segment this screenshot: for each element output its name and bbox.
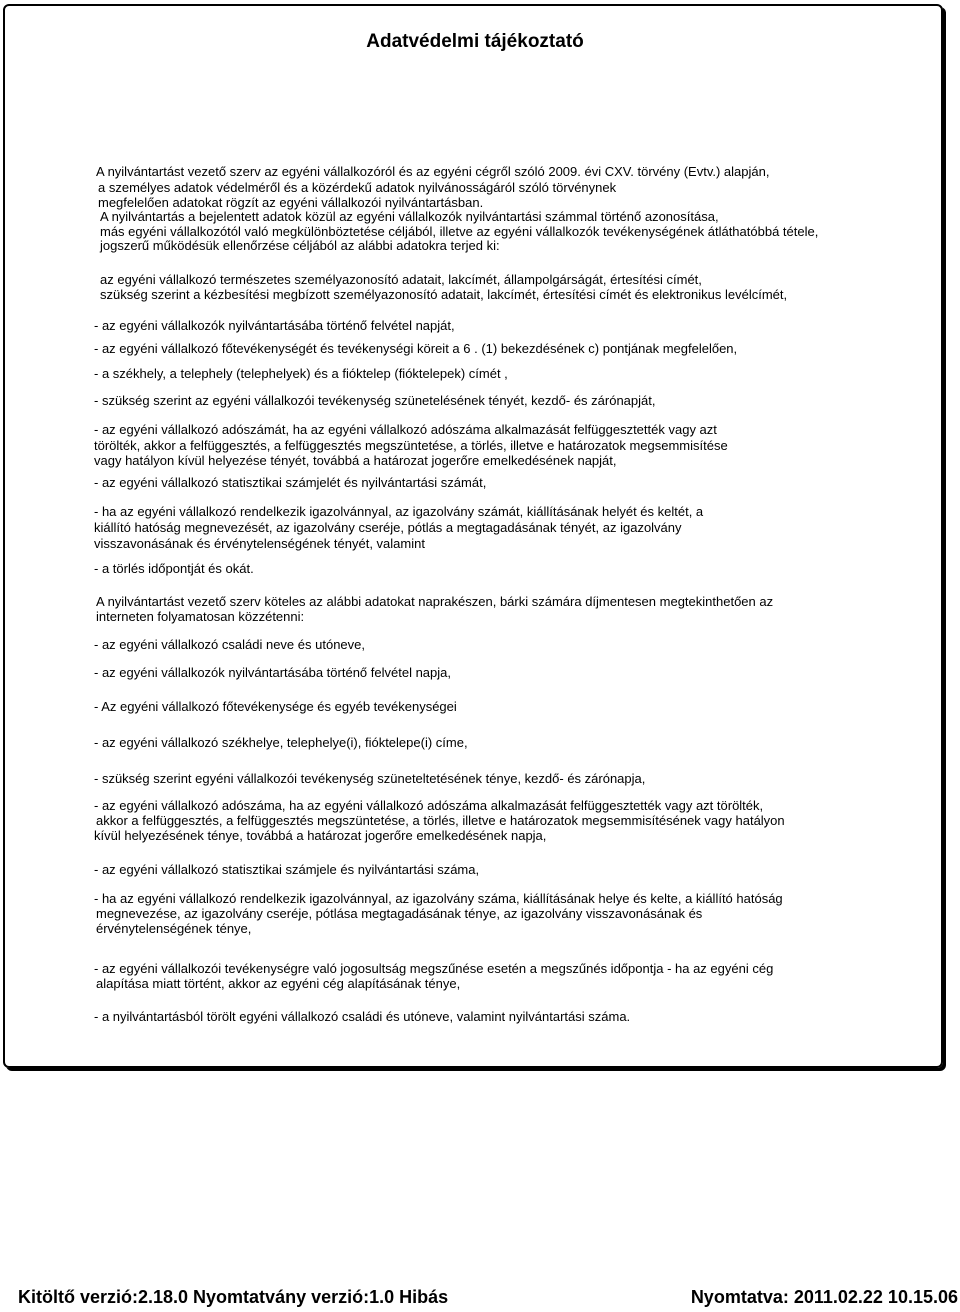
- section2-line-1: A nyilvántartást vezető szerv köteles az alábbi adatokat naprakészen, bárki számára díjmentesen megtekinthetően az: [96, 594, 774, 609]
- list2-item-j: - a nyilvántartásból törölt egyéni vállalkozó családi és utóneve, valamint nyilvántartási száma.: [94, 1009, 631, 1024]
- list2-item-i-line-2: alapítása miatt történt, akkor az egyéni cég alapításának ténye,: [96, 976, 461, 991]
- list1-item-h-line-2: kiállító hatóság megnevezését, az igazolvány cseréje, pótlás a megtagadásának tényét, az igazolvány: [94, 520, 682, 535]
- list2-item-f-line-2: akkor a felfüggesztés, a felfüggesztés megszüntetése, a törlés, illetve e határozatok megsemmisítésének vagy hatályon: [96, 813, 785, 828]
- list2-item-e: - szükség szerint egyéni vállalkozói tevékenység szüneteltetésének ténye, kezdő- és zárónapja,: [94, 771, 646, 786]
- list1-item-f-line-1: - az egyéni vállalkozó adószámát, ha az egyéni vállalkozó adószáma alkalmazását felfüggesztették vagy azt: [94, 422, 717, 437]
- list1-item-h-line-1: - ha az egyéni vállalkozó rendelkezik igazolvánnyal, az igazolvány számát, kiállításának helyét és keltét, a: [94, 504, 704, 519]
- list2-item-h-line-1: - ha az egyéni vállalkozó rendelkezik igazolvánnyal, az igazolvány száma, kiállításának helye és kelte, a kiállító hatóság: [94, 891, 783, 906]
- list1-item-f-line-2: törölték, akkor a felfüggesztés, a felfüggesztés megszüntetése, a törlés, illetve e határozatok megsemmisítése: [94, 438, 728, 453]
- list2-item-c: - Az egyéni vállalkozó főtevékenysége és egyéb tevékenységei: [94, 699, 457, 714]
- list2-item-b: - az egyéni vállalkozók nyilvántartásába történő felvétel napja,: [94, 665, 451, 680]
- list1-item-d: - a székhely, a telephely (telephelyek) és a fióktelep (fióktelepek) címét ,: [94, 366, 508, 381]
- page-title: Adatvédelmi tájékoztató: [366, 31, 584, 52]
- document-frame: [3, 4, 943, 1068]
- list2-item-h-line-3: érvénytelenségének ténye,: [96, 921, 252, 936]
- footer-print-date: Nyomtatva: 2011.02.22 10.15.06: [690, 1287, 958, 1307]
- list1-item-c: - az egyéni vállalkozó főtevékenységét és tevékenységi köreit a 6 . (1) bekezdésének c) pontjának megfelelően,: [94, 341, 738, 356]
- list2-item-f-line-3: kívül helyezésének ténye, továbbá a határozat jogerőre emelkedésének napja,: [94, 828, 547, 843]
- list1-item-a-line-2: szükség szerint a kézbesítési megbízott személyazonosító adatait, lakcímét, értesítési címét és elektronikus levélcímét,: [100, 287, 788, 302]
- intro-line-6: jogszerű működésük ellenőrzése céljából az alábbi adatokra terjed ki:: [100, 238, 500, 253]
- list2-item-h-line-2: megnevezése, az igazolvány cseréje, pótlása megtagadásának ténye, az igazolvány visszavonásának és: [96, 906, 703, 921]
- list2-item-a: - az egyéni vállalkozó családi neve és utóneve,: [94, 637, 365, 652]
- intro-line-1: A nyilvántartást vezető szerv az egyéni vállalkozóról és az egyéni cégről szóló 2009. évi CXV. törvény (Evtv.) alapján,: [96, 164, 770, 179]
- list1-item-b: - az egyéni vállalkozók nyilvántartásába történő felvétel napját,: [94, 318, 455, 333]
- list1-item-a-line-1: az egyéni vállalkozó természetes személyazonosító adatait, lakcímét, állampolgárságát, értesítési címét,: [100, 272, 702, 287]
- list1-item-i: - a törlés időpontját és okát.: [94, 561, 254, 576]
- list1-item-f-line-3: vagy hatályon kívül helyezése tényét, továbbá a határozat jogerőre emelkedésének napját,: [94, 453, 617, 468]
- list2-item-g: - az egyéni vállalkozó statisztikai számjele és nyilvántartási száma,: [94, 862, 480, 877]
- intro-line-5: más egyéni vállalkozótól való megkülönböztetése céljából, illetve az egyéni vállalkozók tevékenységének átláthatóbbá tétele,: [100, 224, 819, 239]
- section2-line-2: interneten folyamatosan közzétenni:: [96, 609, 305, 624]
- list2-item-i-line-1: - az egyéni vállalkozói tevékenységre való jogosultság megszűnése esetén a megszűnés időpontja - ha az egyéni cég: [94, 961, 774, 976]
- intro-line-2: a személyes adatok védelméről és a közérdekű adatok nyilvánosságáról szóló törvénynek: [98, 180, 617, 195]
- list1-item-e: - szükség szerint az egyéni vállalkozói tevékenység szünetelésének tényét, kezdő- és zárónapját,: [94, 393, 656, 408]
- list2-item-f-line-1: - az egyéni vállalkozó adószáma, ha az egyéni vállalkozó adószáma alkalmazását felfüggesztették vagy azt törölték,: [94, 798, 764, 813]
- list1-item-h-line-3: visszavonásának és érvénytelenségének tényét, valamint: [94, 536, 425, 551]
- list1-item-g: - az egyéni vállalkozó statisztikai számjelét és nyilvántartási számát,: [94, 475, 487, 490]
- intro-line-3: megfelelően adatokat rögzít az egyéni vállalkozói nyilvántartásban.: [98, 195, 484, 210]
- footer-version-info: Kitöltő verzió:2.18.0 Nyomtatvány verzió:1.0 Hibás: [18, 1287, 449, 1307]
- list2-item-d: - az egyéni vállalkozó székhelye, telephelye(i), fióktelepe(i) címe,: [94, 735, 468, 750]
- intro-line-4: A nyilvántartás a bejelentett adatok közül az egyéni vállalkozók nyilvántartási számmal történő azonosítása,: [100, 209, 719, 224]
